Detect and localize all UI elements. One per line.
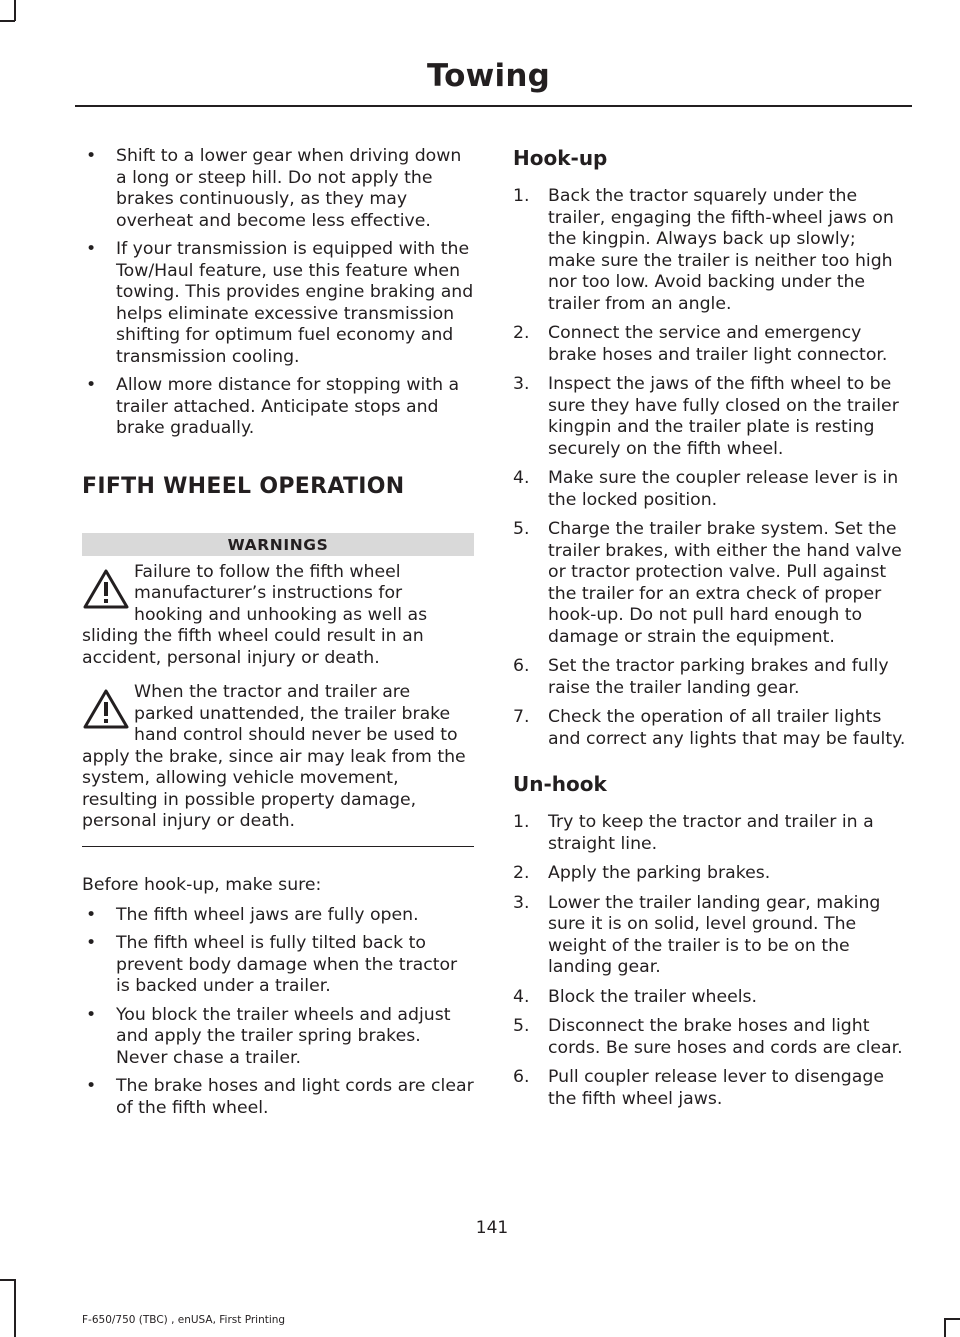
footer-text: F-650/750 (TBC) , enUSA, First Printing <box>82 1314 286 1326</box>
header-divider <box>75 105 912 107</box>
list-item: 4. Make sure the coupler release lever is in the locked position. <box>513 468 899 510</box>
list-item: • The fifth wheel jaws are fully open. <box>86 904 419 925</box>
list-item: • You block the trailer wheels and adjust and apply the trailer spring brakes. Never chase a trailer. <box>86 1004 451 1068</box>
intro-text: Before hook-up, make sure: <box>82 875 322 895</box>
list-item: 4. Block the trailer wheels. <box>513 986 758 1007</box>
towing-tips-list <box>82 146 474 440</box>
list-item: • The brake hoses and light cords are clear of the fifth wheel. <box>86 1076 474 1118</box>
list-item: 1. Try to keep the tractor and trailer in a straight line. <box>513 812 874 854</box>
crop-mark <box>14 1279 16 1337</box>
warning-triangle-icon <box>82 568 130 610</box>
crop-mark <box>0 20 15 22</box>
list-item: 7. Check the operation of all trailer lights and correct any lights that may be faulty. <box>513 707 906 749</box>
list-item: 6. Set the tractor parking brakes and fully raise the trailer landing gear. <box>513 656 889 698</box>
right-column <box>513 146 907 1118</box>
section-heading: FIFTH WHEEL OPERATION <box>82 473 405 499</box>
left-column <box>82 146 474 1126</box>
list-item: 2. Connect the service and emergency brake hoses and trailer light connector. <box>513 323 888 365</box>
list-item: • The fifth wheel is fully tilted back to prevent body damage when the tractor is backed under a trailer. <box>86 933 458 996</box>
unhook-steps <box>513 812 907 1110</box>
crop-mark <box>14 0 16 21</box>
crop-mark <box>944 1318 946 1337</box>
list-item: 1. Back the tractor squarely under the trailer, engaging the fifth-wheel jaws on the kingpin. Always back up slowly; make sure the trailer is neither too high nor too low. Avoid backing under the trailer from an angle. <box>513 186 894 314</box>
warnings-divider <box>82 846 474 848</box>
page-title: Towing <box>426 58 550 94</box>
unhook-heading: Un-hook <box>513 772 607 796</box>
warning-block: When the tractor and trailer are parked unattended, the trailer brake hand control should never be used to apply the brake, since air may leak from the system, allowing vehicle movement, resulting in possible property damage, personal injury or death. <box>82 682 466 831</box>
list-item: • Shift to a lower gear when driving down a long or steep hill. Do not apply the brakes continuously, as they may overheat and become less effective. <box>86 146 462 231</box>
list-item: 5. Charge the trailer brake system. Set the trailer brakes, with either the hand valve or tractor protection valve. Pull against the trailer for an extra check of proper hook-up. Do not pull hard enough to damage or strain the equipment. <box>513 519 902 647</box>
list-item: 3. Inspect the jaws of the fifth wheel to be sure they have fully closed on the trailer kingpin and the trailer plate is resting securely on the fifth wheel. <box>513 374 899 459</box>
crop-mark <box>0 1279 15 1281</box>
warning-triangle-icon <box>82 688 130 730</box>
warning-block: Failure to follow the fifth wheel manufacturer’s instructions for hooking and unhooking as well as sliding the fifth wheel could result in an accident, personal injury or death. <box>82 561 428 668</box>
crop-mark <box>944 1318 960 1320</box>
list-item: 6. Pull coupler release lever to disengage the fifth wheel jaws. <box>513 1067 884 1109</box>
list-item: 2. Apply the parking brakes. <box>513 863 771 883</box>
list-item: • If your transmission is equipped with the Tow/Haul feature, use this feature when towing. This provides engine braking and helps eliminate excessive transmission shifting for optimum fuel economy and transmission cooling. <box>86 239 474 367</box>
pre-hookup-list <box>82 905 474 1120</box>
list-item: • Allow more distance for stopping with a trailer attached. Anticipate stops and brake gradually. <box>86 375 460 438</box>
hookup-steps <box>513 186 907 750</box>
hookup-heading: Hook-up <box>513 146 608 170</box>
list-item: 3. Lower the trailer landing gear, making sure it is on solid, level ground. The weight of the trailer is to be on the landing gear. <box>513 892 881 977</box>
page-number: 141 <box>475 1218 509 1238</box>
list-item: 5. Disconnect the brake hoses and light cords. Be sure hoses and cords are clear. <box>513 1016 903 1058</box>
warnings-header: WARNINGS <box>82 533 474 556</box>
